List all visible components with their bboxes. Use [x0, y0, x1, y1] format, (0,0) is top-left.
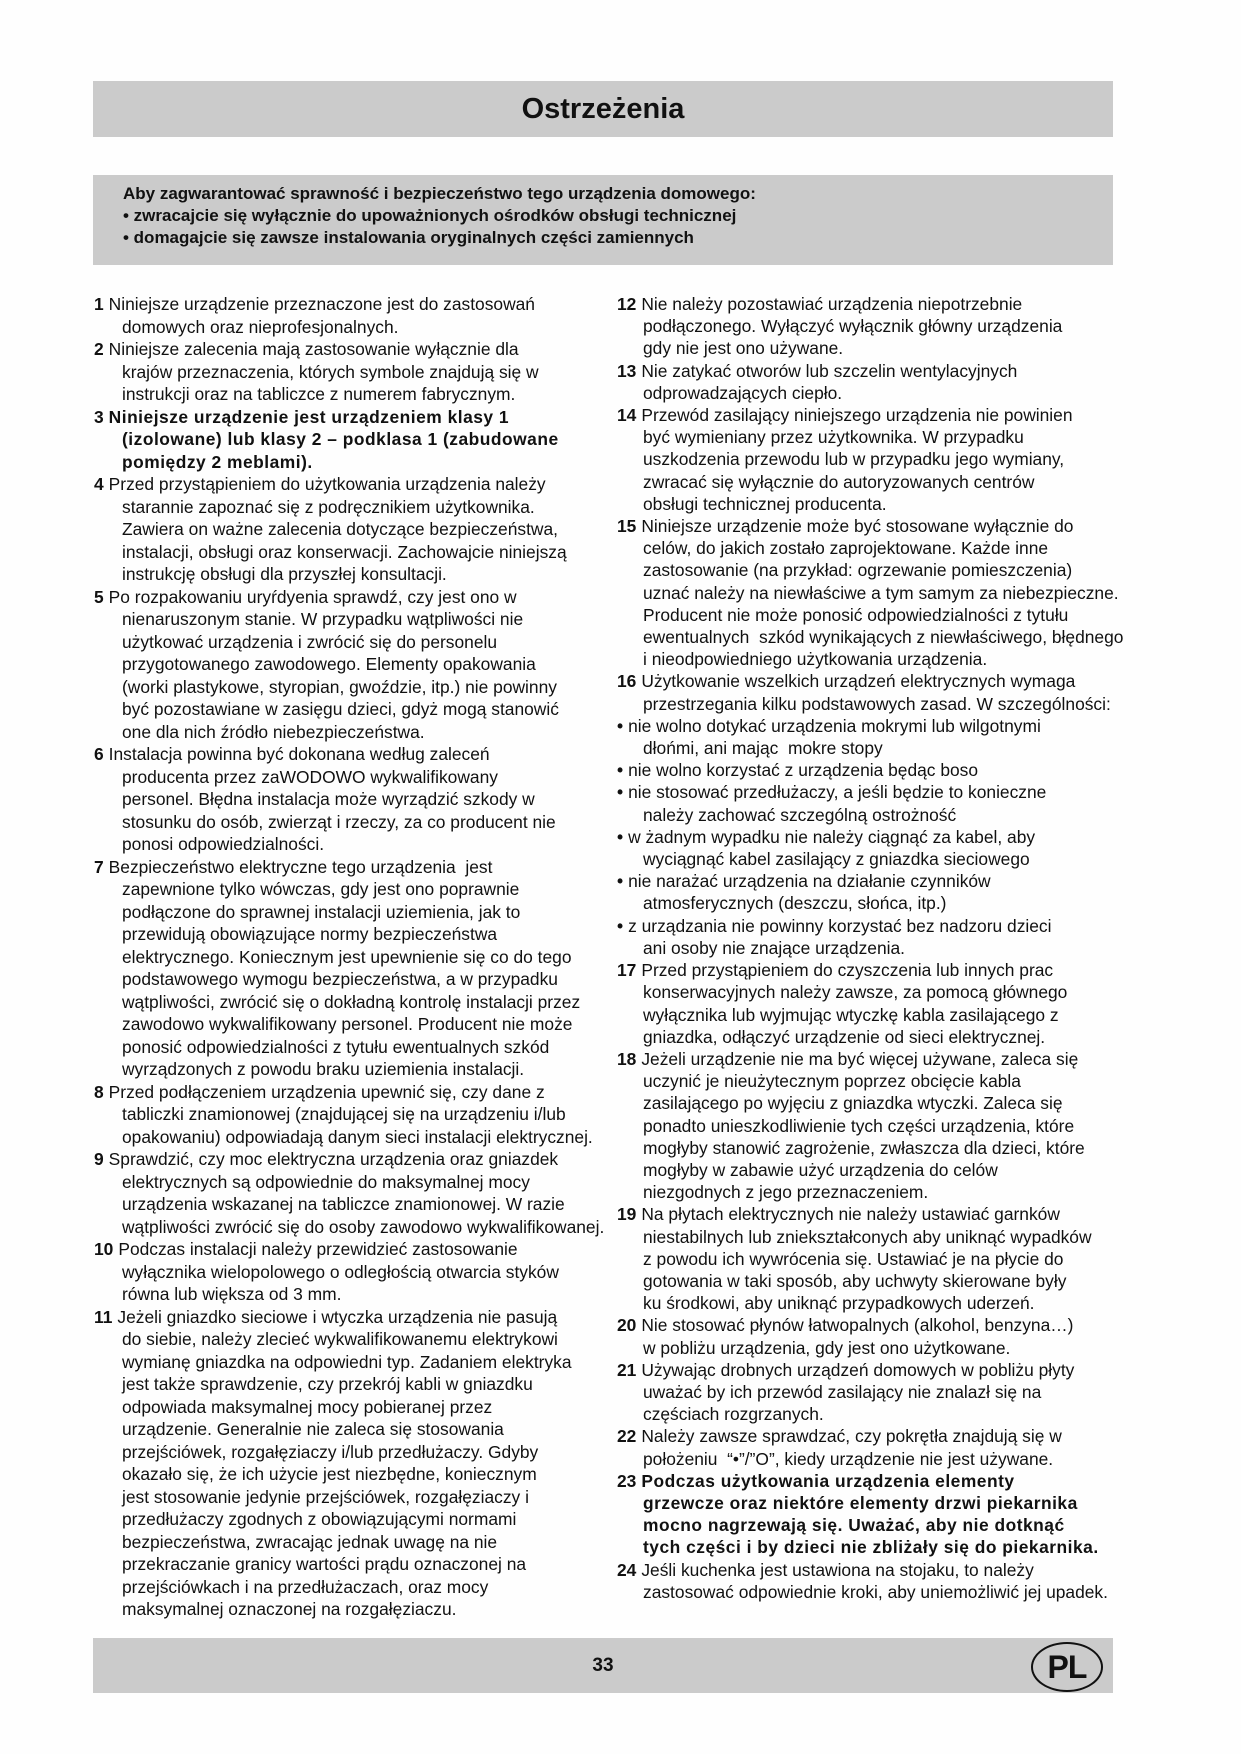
item-text-line: mocno nagrzewają się. Uważać, aby nie dotknąć: [643, 1515, 1065, 1536]
warning-item: [94, 473, 604, 586]
item-text-line: celów, do jakich zostało zaprojektowane. Każde inne: [643, 538, 1049, 559]
item-first-line: [94, 338, 604, 361]
item-first-line: [617, 1470, 1127, 1492]
item-text: Niniejsze urządzenie może być stosowane wyłącznie do: [641, 516, 1074, 537]
item-number: 12: [617, 294, 637, 314]
intro-box: [93, 175, 1113, 265]
item-text-line: ku środkowi, aby uniknąć przypadkowych uderzeń.: [643, 1293, 1035, 1314]
bullet-item: [617, 781, 1127, 825]
item-text-line: uczynić je nieużytecznym poprzez obcięcie kabla: [643, 1071, 1021, 1092]
item-text-line: elektrycznego. Koniecznym jest upewnienie się co do tego: [122, 946, 572, 967]
item-text-line: pomiędzy 2 meblami).: [122, 451, 313, 472]
item-text: Niniejsze urządzenie jest urządzeniem klasy 1: [108, 406, 510, 427]
item-text: Na płytach elektrycznych nie należy ustawiać garnków: [641, 1204, 1060, 1225]
item-number: 20: [617, 1315, 637, 1336]
item-text-line: przewidują obowiązujące normy bezpieczeństwa: [122, 924, 498, 944]
item-number: 14: [617, 405, 637, 426]
item-first-line: [94, 1081, 604, 1104]
item-text: Nie zatykać otworów lub szczelin wentylacyjnych: [641, 360, 1018, 381]
item-text-line: wątpliwości, zwrócić się o dokładną kontrolę instalacji przez: [122, 991, 581, 1012]
item-text: Jeżeli urządzenie nie ma być więcej używane, zaleca się: [641, 1048, 1079, 1069]
item-text-line: odpowiada maksymalnej mocy pobieranej przez: [122, 1396, 493, 1417]
item-text-line: uważać by ich przewód zasilający nie znalazł się na: [643, 1381, 1042, 1402]
item-first-line: [617, 1314, 1127, 1336]
item-text-line: użytkować urządzenia i zwrócić się do personelu: [122, 631, 498, 652]
item-text-line: instalacji, obsługi oraz konserwacji. Zachowajcie niniejszą: [122, 541, 567, 562]
item-first-line: [617, 1559, 1127, 1581]
bullet-item: [617, 915, 1127, 959]
item-text: Przed przystąpieniem do czyszczenia lub innych prac: [641, 960, 1054, 981]
bullet-item: [617, 826, 1127, 870]
item-text: Po rozpakowaniu uryŕdyenia sprawdź, czy jest ono w: [108, 586, 517, 607]
item-text-line: zawodowo wykwalifikowany personel. Producent nie może: [122, 1014, 573, 1034]
item-text: w żadnym wypadku nie należy ciągnąć za kabel, aby: [628, 826, 1036, 847]
item-text: Bezpieczeństwo elektryczne tego urządzenia jest: [108, 856, 493, 877]
item-text-line: zapewnione tylko wówczas, gdy jest ono poprawnie: [122, 879, 520, 899]
page-title: Ostrzeżenia: [521, 93, 685, 125]
item-first-line: [617, 870, 1127, 892]
item-text-line: konserwacyjnych należy zawsze, za pomocą głównego: [643, 982, 1068, 1003]
title-bar: [93, 81, 1113, 137]
item-number: 11: [94, 1306, 113, 1327]
item-text-line: Producent nie może ponosić odpowiedzialności z tytułu: [643, 604, 1069, 625]
item-text-line: być wymieniany przez użytkownika. W przypadku: [643, 427, 1024, 448]
warning-item: [617, 1203, 1127, 1314]
warning-item: [94, 586, 604, 744]
bullet-marker: •: [617, 715, 624, 736]
item-first-line: [617, 360, 1127, 382]
item-text-line: Zawiera on ważne zalecenia dotyczące bezpieczeństwa,: [122, 519, 558, 539]
item-text-line: i nieodpowiedniego użytkowania urządzenia.: [643, 649, 988, 670]
item-text: Jeżeli gniazdko sieciowe i wtyczka urządzenia nie pasują: [117, 1306, 558, 1327]
item-text-line: gniazdka, odłączyć urządzenie od sieci elektrycznej.: [643, 1026, 1046, 1047]
item-text-line: przejściówek, rozgałęziaczy i/lub przedłużaczy. Gdyby: [122, 1441, 539, 1462]
item-first-line: [617, 915, 1127, 937]
item-first-line: [617, 959, 1127, 981]
item-number: 10: [94, 1239, 114, 1259]
item-first-line: [617, 1425, 1127, 1447]
warning-item: [617, 1425, 1127, 1469]
item-text: Podczas instalacji należy przewidzieć zastosowanie: [118, 1239, 518, 1259]
item-text-line: one dla nich źródło niebezpieczeństwa.: [122, 721, 425, 742]
item-text-line: do siebie, należy zlecieć wykwalifikowanemu elektrykowi: [122, 1329, 558, 1349]
item-first-line: [94, 1238, 604, 1261]
footer-bar: [93, 1638, 1113, 1693]
item-text-line: podstawowego wymogu bezpieczeństwa, a w przypadku: [122, 969, 558, 989]
item-number: 17: [617, 960, 637, 981]
warning-item: [617, 670, 1127, 714]
item-first-line: [617, 781, 1127, 803]
item-text-line: jest stosowanie jedynie przejściówek, rozgałęziaczy i: [122, 1486, 529, 1507]
item-text-line: niestabilnych lub zniekształconych aby uniknąć wypadków: [643, 1226, 1092, 1247]
item-text-line: ponosi odpowiedzialności.: [122, 834, 325, 854]
item-text-line: ani osoby nie znające urządzenia.: [643, 937, 905, 958]
item-text-line: nienaruszonym stanie. W przypadku wątpliwości nie: [122, 609, 524, 629]
warning-item: [617, 1314, 1127, 1358]
item-text-line: personel. Błędna instalacja może wyrządzić szkody w: [122, 789, 535, 809]
item-text: Jeśli kuchenka jest ustawiona na stojaku, to należy: [641, 1559, 1034, 1580]
warning-item: [94, 856, 604, 1081]
item-text: nie wolno dotykać urządzenia mokrymi lub wilgotnymi: [628, 715, 1041, 736]
item-number: 4: [94, 474, 104, 494]
item-text: Używając drobnych urządzeń domowych w pobliżu płyty: [641, 1359, 1075, 1380]
item-first-line: [617, 1203, 1127, 1225]
item-text: Przed przystąpieniem do użytkowania urządzenia należy: [108, 474, 546, 494]
bullet-marker: •: [617, 871, 624, 892]
item-text: Instalacja powinna być dokonana według zaleceń: [108, 744, 490, 764]
warning-item: [617, 1048, 1127, 1203]
item-text: nie stosować przedłużaczy, a jeśli będzie to konieczne: [628, 782, 1047, 803]
item-number: 2: [94, 339, 104, 359]
bullet-marker: •: [617, 782, 624, 803]
item-text-line: wyłącznika wielopolowego o odległością otwarcia styków: [122, 1261, 559, 1282]
item-text: Nie stosować płynów łatwopalnych (alkohol, benzyna…): [641, 1315, 1074, 1336]
item-text: z urządzania nie powinny korzystać bez nadzoru dzieci: [628, 915, 1052, 936]
item-text-line: przekraczanie granicy wartości prądu oznaczonej na: [122, 1554, 527, 1574]
item-number: 3: [94, 406, 104, 427]
warning-item: [617, 959, 1127, 1048]
warning-item: [94, 1081, 604, 1149]
item-number: 6: [94, 744, 104, 764]
item-text-line: w pobliżu urządzenia, gdy jest ono użytkowane.: [643, 1337, 1011, 1358]
item-number: 7: [94, 856, 104, 877]
warning-item: [94, 293, 604, 338]
intro-bullet: • domagajcie się zawsze instalowania oryginalnych części zamiennych: [123, 228, 694, 247]
item-text-line: położeniu “•”/”O”, kiedy urządzenie nie jest używane.: [643, 1448, 1054, 1469]
item-first-line: [617, 826, 1127, 848]
warning-item: [617, 404, 1127, 515]
item-text-line: dłońmi, ani mając mokre stopy: [643, 738, 883, 759]
item-text-line: być pozostawiane w zasięgu dzieci, gdyż mogą stanowić: [122, 699, 559, 719]
item-first-line: [617, 759, 1127, 781]
item-text-line: zasilającego po wyjęciu z gniazdka wtyczki. Zaleca się: [643, 1093, 1063, 1114]
item-text-line: należy zachować szczególną ostrożność: [643, 804, 957, 825]
item-text-line: wątpliwości zwrócić się do osoby zawodowo wykwalifikowanej.: [122, 1216, 605, 1237]
item-first-line: [94, 856, 604, 879]
item-text-line: uszkodzenia przewodu lub w przypadku jego wymiany,: [643, 449, 1065, 470]
item-number: 19: [617, 1204, 637, 1225]
intro-bullet: • zwracajcie się wyłącznie do upoważnionych ośrodków obsługi technicznej: [123, 206, 737, 225]
item-text-line: (worki plastykowe, styropian, gwoździe, itp.) nie powinny: [122, 676, 557, 697]
item-text-line: atmosferycznych (deszczu, słońca, itp.): [643, 893, 947, 914]
item-text-line: wyłącznika lub wyjmując wtyczkę kabla zasilającego z: [643, 1004, 1059, 1025]
item-number: 8: [94, 1081, 104, 1102]
item-text-line: instrukcję obsługi dla przyszłej konsultacji.: [122, 564, 447, 584]
item-text-line: urządzenie. Generalnie nie zaleca się stosowania: [122, 1419, 504, 1439]
item-text: Przewód zasilający niniejszego urządzenia nie powinien: [641, 405, 1073, 426]
item-number: 23: [617, 1470, 637, 1491]
item-first-line: [94, 293, 604, 316]
warning-item: [617, 293, 1127, 360]
item-first-line: [94, 473, 604, 496]
item-text-line: stosunku do osób, zwierząt i rzeczy, za co producent nie: [122, 811, 556, 832]
item-number: 15: [617, 516, 637, 537]
item-text-line: przygotowanego zawodowego. Elementy opakowania: [122, 654, 536, 674]
item-number: 1: [94, 294, 104, 314]
item-first-line: [94, 743, 604, 766]
warning-item: [617, 515, 1127, 670]
page-number: 33: [592, 1655, 614, 1676]
item-text-line: urządzenia wskazanej na tabliczce znamionowej. W razie: [122, 1194, 565, 1214]
item-text-line: odprowadzających ciepło.: [643, 382, 843, 403]
warnings-right-column: [617, 293, 1127, 1603]
item-text: nie wolno korzystać z urządzenia będąc boso: [628, 760, 979, 781]
item-first-line: [617, 404, 1127, 426]
item-number: 24: [617, 1559, 637, 1580]
item-first-line: [94, 586, 604, 609]
item-text-line: przestrzegania kilku podstawowych zasad. W szczególności:: [643, 693, 1111, 714]
bullet-marker: •: [617, 915, 624, 936]
item-number: 16: [617, 671, 637, 692]
item-text-line: opakowaniu) odpowiadają danym sieci instalacji elektrycznej.: [122, 1126, 593, 1147]
item-first-line: [94, 406, 604, 429]
item-text-line: z powodu ich wywrócenia się. Ustawiać je na płycie do: [643, 1248, 1064, 1269]
item-text-line: ponadto unieszkodliwienie tych części urządzenia, które: [643, 1115, 1075, 1136]
item-first-line: [617, 515, 1127, 537]
item-text-line: przedłużaczy zgodnych z obowiązującymi normami: [122, 1509, 517, 1529]
warning-item: [617, 1359, 1127, 1426]
item-text-line: grzewcze oraz niektóre elementy drzwi piekarnika: [643, 1492, 1078, 1513]
item-text-line: obsługi technicznej producenta.: [643, 493, 887, 514]
item-number: 18: [617, 1048, 637, 1069]
item-text-line: zastosowanie (na przykład: ogrzewanie pomieszczenia): [643, 560, 1073, 581]
item-first-line: [617, 1048, 1127, 1070]
item-first-line: [617, 715, 1127, 737]
intro-heading: Aby zagwarantować sprawność i bezpieczeństwo tego urządzenia domowego:: [123, 184, 756, 203]
item-text-line: elektrycznych są odpowiednie do maksymalnej mocy: [122, 1171, 530, 1192]
item-text-line: zwracać się wyłącznie do autoryzowanych centrów: [643, 471, 1035, 492]
item-text: Niniejsze urządzenie przeznaczone jest do zastosowań: [108, 294, 535, 314]
item-number: 9: [94, 1149, 104, 1169]
warning-item: [94, 1148, 604, 1238]
item-text-line: mogłyby stanowić zagrożenie, zwłaszcza dla dzieci, które: [643, 1137, 1085, 1158]
item-text-line: (izolowane) lub klasy 2 – podklasa 1 (zabudowane: [122, 429, 559, 449]
warnings-left-column: [94, 293, 604, 1621]
item-first-line: [94, 1148, 604, 1171]
item-text-line: tabliczki znamionowej (znajdującej się na urządzeniu i/lub: [122, 1104, 566, 1124]
item-first-line: [617, 670, 1127, 692]
item-first-line: [94, 1306, 604, 1329]
item-text-line: bezpieczeństwa, zwracając jednak uwagę na nie: [122, 1531, 498, 1552]
item-text-line: maksymalnej oznaczonej na rozgałęziaczu.: [122, 1599, 457, 1619]
item-text-line: podłączone do sprawnej instalacji uziemienia, jak to: [122, 901, 521, 922]
warning-item: [94, 1306, 604, 1621]
warning-item: [94, 338, 604, 406]
item-text-line: instrukcji oraz na tabliczce z numerem fabrycznym.: [122, 384, 516, 404]
item-text-line: okazało się, że ich użycie jest niezbędne, koniecznym: [122, 1464, 537, 1484]
item-text-line: ewentualnych szkód wynikających z niewłaściwego, błędnego: [643, 627, 1124, 648]
item-text-line: producenta przez zaWODOWO wykwalifikowany: [122, 766, 498, 787]
item-text-line: jest także sprawdzenie, czy przekrój kabli w gniazdku: [122, 1374, 533, 1394]
bullet-marker: •: [617, 760, 624, 781]
bullet-item: [617, 715, 1127, 759]
item-text-line: tych części i by dzieci nie zbliżały się do piekarnika.: [643, 1537, 1099, 1558]
item-text-line: niezgodnych z jego przeznaczeniem.: [643, 1182, 929, 1203]
item-text-line: wyciągnąć kabel zasilający z gniazdka sieciowego: [643, 849, 1030, 870]
item-text-line: zastosować odpowiednie kroki, aby uniemożliwić jej upadek.: [643, 1581, 1108, 1602]
item-text-line: domowych oraz nieprofesjonalnych.: [122, 316, 399, 337]
item-number: 5: [94, 586, 104, 607]
item-number: 21: [617, 1359, 637, 1380]
item-first-line: [617, 1359, 1127, 1381]
item-text-line: przejściówkach i na przedłużaczach, oraz mocy: [122, 1576, 489, 1597]
item-text-line: mogłyby w zabawie użyć urządzenia do celów: [643, 1159, 998, 1180]
item-text: Użytkowanie wszelkich urządzeń elektrycznych wymaga: [641, 671, 1076, 692]
item-text-line: częściach rozgrzanych.: [643, 1404, 824, 1425]
item-number: 13: [617, 360, 637, 381]
warning-item: [617, 360, 1127, 404]
item-text-line: gotowania w taki sposób, aby uchwyty skierowane były: [643, 1270, 1067, 1291]
warning-item: [94, 743, 604, 856]
bullet-item: [617, 870, 1127, 914]
item-text-line: gdy nie jest ono używane.: [643, 338, 844, 359]
item-text-line: uznać należy na niewłaściwe a tym samym za niebezpieczne.: [643, 582, 1119, 603]
warning-item: [617, 1470, 1127, 1559]
item-text-line: starannie zapoznać się z podręcznikiem użytkownika.: [122, 496, 535, 517]
item-text-line: wyrządzonych z powodu braku uziemienia instalacji.: [122, 1059, 525, 1079]
item-text: Sprawdzić, czy moc elektryczna urządzenia oraz gniazdek: [108, 1149, 559, 1169]
bullet-item: [617, 759, 1127, 781]
item-text-line: wymianę gniazdka na odpowiedni typ. Zadaniem elektryka: [122, 1351, 572, 1372]
item-text: Niniejsze zalecenia mają zastosowanie wyłącznie dla: [108, 339, 519, 359]
item-text-line: podłączonego. Wyłączyć wyłącznik główny urządzenia: [643, 316, 1063, 337]
item-text-line: krajów przeznaczenia, których symbole znajdują się w: [122, 361, 539, 382]
item-text: Podczas użytkowania urządzenia elementy: [641, 1470, 1015, 1491]
language-badge: PL: [1031, 1642, 1103, 1692]
item-first-line: [617, 293, 1127, 315]
item-text: Należy zawsze sprawdzać, czy pokrętła znajdują się w: [641, 1426, 1062, 1447]
item-text-line: równa lub większa od 3 mm.: [122, 1284, 342, 1304]
item-number: 22: [617, 1426, 637, 1447]
warning-item: [94, 406, 604, 474]
item-text: Przed podłączeniem urządzenia upewnić się, czy dane z: [108, 1081, 545, 1102]
warning-item: [94, 1238, 604, 1306]
item-text: Nie należy pozostawiać urządzenia niepotrzebnie: [641, 294, 1023, 314]
item-text-line: ponosić odpowiedzialności z tytułu ewentualnych szkód: [122, 1036, 550, 1057]
item-text: nie narażać urządzenia na działanie czynników: [628, 871, 991, 892]
bullet-marker: •: [617, 826, 624, 847]
warning-item: [617, 1559, 1127, 1603]
